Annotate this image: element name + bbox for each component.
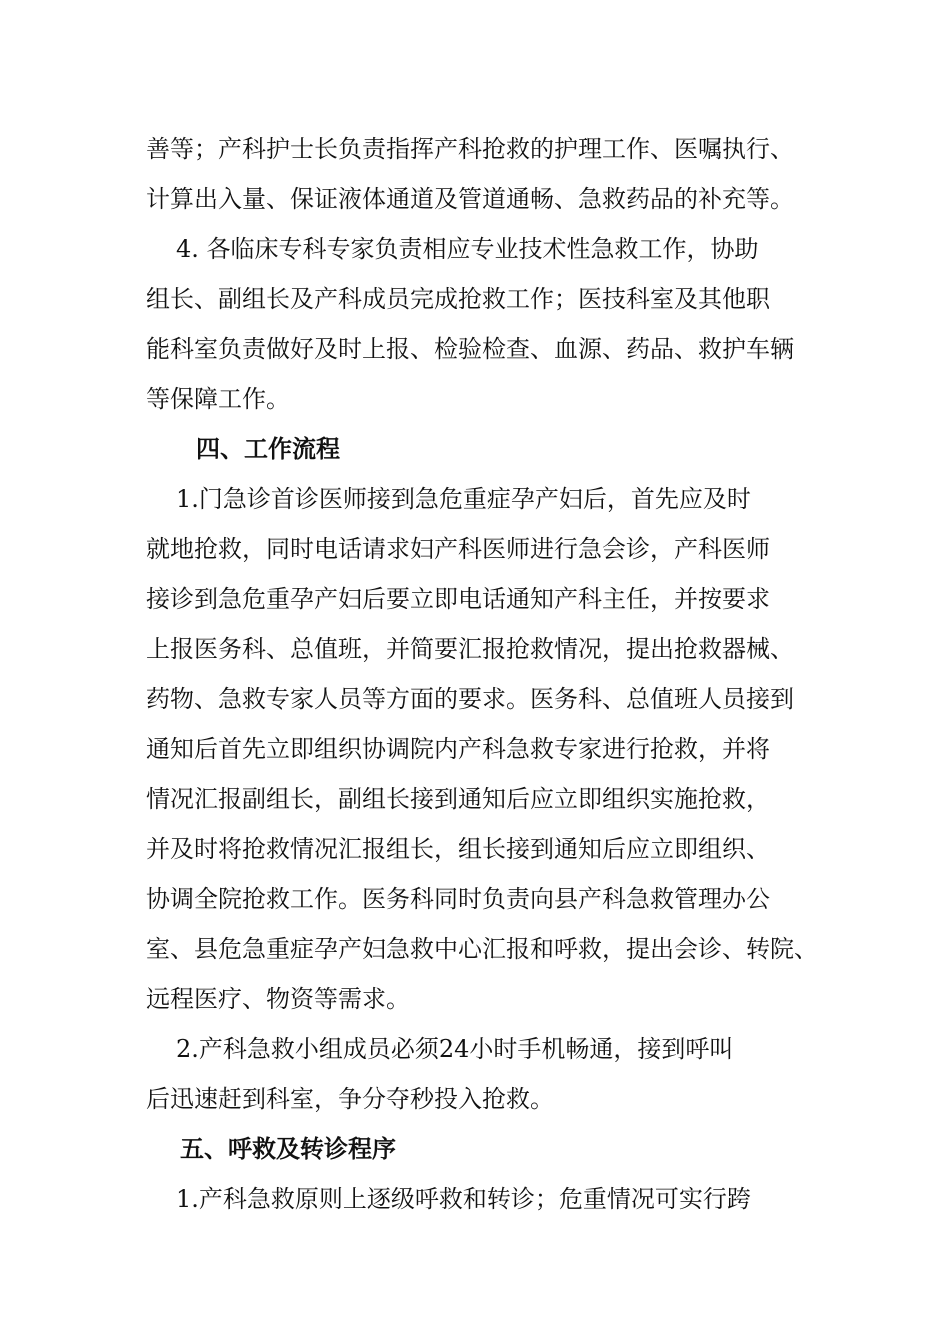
paragraph-line: 善等；产科护士长负责指挥产科抢救的护理工作、医嘱执行、 bbox=[146, 135, 794, 163]
section-heading-4: 四、工作流程 bbox=[196, 435, 340, 463]
paragraph-line: 情况汇报副组长，副组长接到通知后应立即组织实施抢救， bbox=[146, 785, 770, 813]
paragraph-line: 通知后首先立即组织协调院内产科急救专家进行抢救，并将 bbox=[146, 735, 770, 763]
paragraph-line: 组长、副组长及产科成员完成抢救工作；医技科室及其他职 bbox=[146, 285, 770, 313]
paragraph-line: 远程医疗、物资等需求。 bbox=[146, 985, 410, 1013]
paragraph-line: 就地抢救，同时电话请求妇产科医师进行急会诊，产科医师 bbox=[146, 535, 770, 563]
paragraph-line: 室、县危急重症孕产妇急救中心汇报和呼救，提出会诊、转院、 bbox=[146, 935, 818, 963]
paragraph-line: 协调全院抢救工作。医务科同时负责向县产科急救管理办公 bbox=[146, 885, 770, 913]
paragraph-line: 接诊到急危重孕产妇后要立即电话通知产科主任，并按要求 bbox=[146, 585, 770, 613]
section-heading-5: 五、呼救及转诊程序 bbox=[180, 1135, 396, 1163]
paragraph-line: 能科室负责做好及时上报、检验检查、血源、药品、救护车辆 bbox=[146, 335, 794, 363]
paragraph-line: 等保障工作。 bbox=[146, 385, 290, 413]
paragraph-line: 上报医务科、总值班，并简要汇报抢救情况，提出抢救器械、 bbox=[146, 635, 794, 663]
paragraph-line: 后迅速赶到科室，争分夺秒投入抢救。 bbox=[146, 1085, 554, 1113]
paragraph-line: 1.门急诊首诊医师接到急危重症孕产妇后，首先应及时 bbox=[176, 485, 751, 513]
paragraph-line: 2.产科急救小组成员必须24小时手机畅通，接到呼叫 bbox=[176, 1035, 734, 1063]
paragraph-line: 药物、急救专家人员等方面的要求。医务科、总值班人员接到 bbox=[146, 685, 794, 713]
paragraph-line: 4. 各临床专科专家负责相应专业技术性急救工作，协助 bbox=[176, 235, 759, 263]
paragraph-line: 并及时将抢救情况汇报组长，组长接到通知后应立即组织、 bbox=[146, 835, 770, 863]
paragraph-line: 计算出入量、保证液体通道及管道通畅、急救药品的补充等。 bbox=[146, 185, 794, 213]
paragraph-line: 1.产科急救原则上逐级呼救和转诊；危重情况可实行跨 bbox=[176, 1185, 751, 1213]
